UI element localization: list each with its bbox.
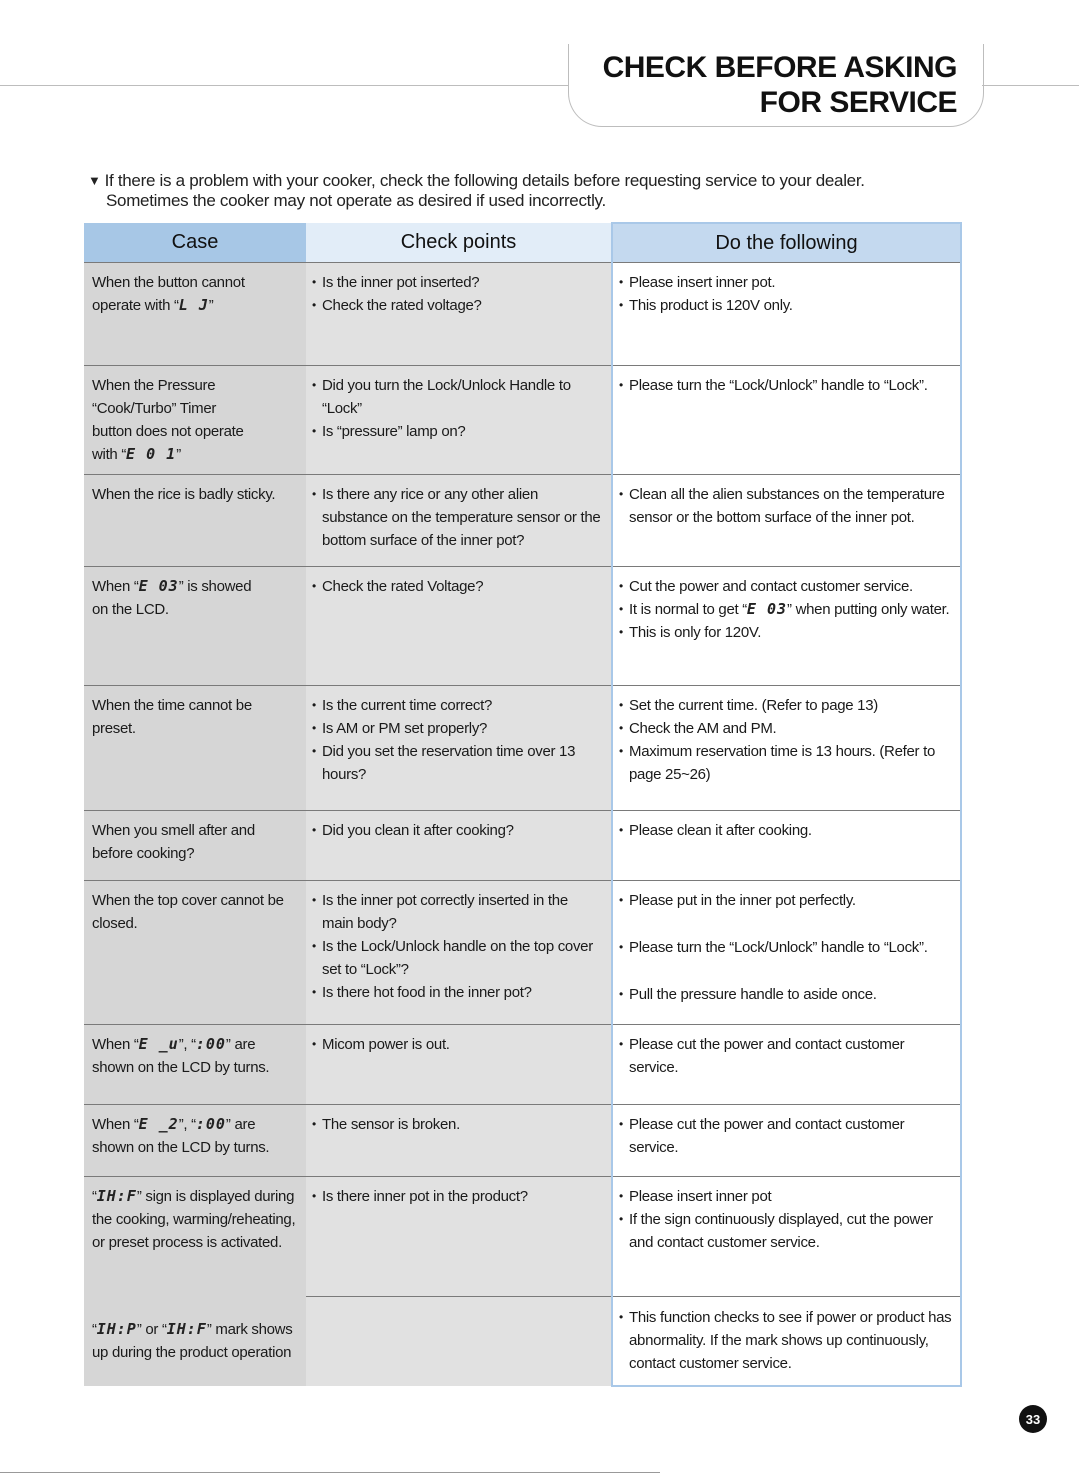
table-row xyxy=(84,881,961,1025)
table-row xyxy=(84,567,961,686)
case-line xyxy=(92,443,298,466)
case-line xyxy=(92,842,298,865)
case-line xyxy=(92,912,298,935)
text-segment: ” is showed xyxy=(178,578,252,595)
lcd-code: :00 xyxy=(195,1115,226,1133)
case-line xyxy=(92,717,298,740)
action-item: • Please insert inner pot. xyxy=(621,271,952,294)
text-segment: It is normal to get “ xyxy=(629,601,747,618)
case-cell xyxy=(84,1105,306,1177)
action-cell xyxy=(612,1177,961,1297)
case-line xyxy=(92,397,298,420)
case-line xyxy=(92,1113,298,1136)
check-point-item: • Micom power is out. xyxy=(314,1033,603,1056)
table-row xyxy=(84,1025,961,1105)
table-header-row xyxy=(84,223,961,263)
action-cell xyxy=(612,263,961,366)
action-item: • Please cut the power and contact customer service. xyxy=(621,1113,952,1159)
text-segment: When “ xyxy=(92,578,139,595)
footer-rule xyxy=(0,1472,660,1473)
action-item: • Please put in the inner pot perfectly. xyxy=(621,889,952,912)
case-line xyxy=(92,1185,298,1208)
intro-line1: If there is a problem with your cooker, check the following details before requesting service to your dealer. xyxy=(104,171,865,190)
check-points-cell xyxy=(306,1025,612,1105)
case-cell xyxy=(84,567,306,686)
triangle-down-icon: ▼ xyxy=(88,173,101,188)
case-line xyxy=(92,598,298,621)
lcd-code: E _2 xyxy=(138,1115,179,1133)
action-cell xyxy=(612,881,961,1025)
check-points-cell xyxy=(306,811,612,881)
lcd-code: IH:F xyxy=(96,1187,137,1205)
lcd-code: E 03 xyxy=(138,577,179,595)
page-title xyxy=(603,50,957,120)
action-item: • Cut the power and contact customer service. xyxy=(621,575,952,598)
case-line xyxy=(92,420,298,443)
lcd-code: E _u xyxy=(138,1035,179,1053)
case-line xyxy=(92,889,298,912)
text-segment: “Cook/Turbo” Timer xyxy=(92,400,217,417)
check-points-cell xyxy=(306,567,612,686)
check-points-cell xyxy=(306,881,612,1025)
check-point-item: • Is there hot food in the inner pot? xyxy=(314,981,603,1004)
action-cell xyxy=(612,686,961,811)
check-points-cell xyxy=(306,1177,612,1297)
check-point-item: • Did you clean it after cooking? xyxy=(314,819,603,842)
text-segment: “ xyxy=(92,1188,97,1205)
text-segment: up during the product operation xyxy=(92,1344,292,1361)
table-row xyxy=(84,366,961,475)
lcd-code: E 03 xyxy=(746,600,788,618)
table-row xyxy=(84,1297,961,1386)
action-cell xyxy=(612,366,961,475)
check-point-item: • Did you set the reservation time over 13 hours? xyxy=(314,740,603,786)
check-point-item: • Is there inner pot in the product? xyxy=(314,1185,603,1208)
action-item xyxy=(621,598,952,621)
text-segment: When the top cover cannot be xyxy=(92,892,284,909)
case-cell xyxy=(84,263,306,366)
text-segment: ” xyxy=(176,446,181,463)
case-cell xyxy=(84,686,306,811)
text-segment: ” or “ xyxy=(136,1321,167,1338)
case-line xyxy=(92,294,298,317)
case-cell xyxy=(84,1025,306,1105)
lcd-code: :00 xyxy=(195,1035,226,1053)
text-segment: ” are xyxy=(225,1036,256,1053)
lcd-code: L J xyxy=(178,296,209,314)
case-line xyxy=(92,819,298,842)
table-row xyxy=(84,811,961,881)
intro-line2: Sometimes the cooker may not operate as desired if used incorrectly. xyxy=(106,191,606,210)
check-points-cell xyxy=(306,1105,612,1177)
action-item: • Please cut the power and contact customer service. xyxy=(621,1033,952,1079)
case-line xyxy=(92,1056,298,1079)
header-rule-right xyxy=(982,85,1079,86)
action-item: • This product is 120V only. xyxy=(621,294,952,317)
table-body xyxy=(84,263,961,1386)
action-item: • Please turn the “Lock/Unlock” handle to “Lock”. xyxy=(621,936,952,959)
text-segment: ” mark shows xyxy=(206,1321,293,1338)
text-segment: When “ xyxy=(92,1036,139,1053)
action-cell xyxy=(612,1025,961,1105)
action-item: • Please insert inner pot xyxy=(621,1185,952,1208)
text-segment: “ xyxy=(92,1321,97,1338)
text-segment: shown on the LCD by turns. xyxy=(92,1139,270,1156)
page-title-line1: CHECK BEFORE ASKING xyxy=(602,51,957,84)
text-segment: ”, “ xyxy=(178,1116,196,1133)
case-line xyxy=(92,374,298,397)
text-segment: When the rice is badly sticky. xyxy=(92,486,276,503)
text-segment: When “ xyxy=(92,1116,139,1133)
case-line xyxy=(92,694,298,717)
text-segment: closed. xyxy=(92,915,138,932)
text-segment: the cooking, warming/reheating, xyxy=(92,1211,296,1228)
check-point-item: • The sensor is broken. xyxy=(314,1113,603,1136)
check-point-item: • Is AM or PM set properly? xyxy=(314,717,603,740)
text-segment: operate with “ xyxy=(92,297,179,314)
action-item: • Check the AM and PM. xyxy=(621,717,952,740)
action-cell xyxy=(612,475,961,567)
text-segment: or preset process is activated. xyxy=(92,1234,282,1251)
text-segment: When the button cannot xyxy=(92,274,245,291)
text-segment: ”, “ xyxy=(178,1036,196,1053)
action-item: • Set the current time. (Refer to page 13) xyxy=(621,694,952,717)
check-points-cell xyxy=(306,1297,612,1386)
table-row xyxy=(84,475,961,567)
case-line xyxy=(92,1136,298,1159)
action-cell xyxy=(612,811,961,881)
intro-text xyxy=(88,171,865,211)
lcd-code: IH:P xyxy=(96,1320,137,1338)
action-cell xyxy=(612,1105,961,1177)
check-point-item: • Is the inner pot inserted? xyxy=(314,271,603,294)
action-cell xyxy=(612,567,961,686)
table-row xyxy=(84,1177,961,1297)
table-row xyxy=(84,686,961,811)
check-point-item: • Is the current time correct? xyxy=(314,694,603,717)
case-cell xyxy=(84,811,306,881)
check-points-cell xyxy=(306,263,612,366)
page-number: 33 xyxy=(1025,1411,1041,1427)
lcd-code: E 0 1 xyxy=(126,445,177,463)
table-row xyxy=(84,263,961,366)
text-segment: ” xyxy=(208,297,214,314)
action-item: • This is only for 120V. xyxy=(621,621,952,644)
action-item: • If the sign continuously displayed, cut the power and contact customer service. xyxy=(621,1208,952,1254)
case-line xyxy=(92,271,298,294)
check-point-item: • Check the rated voltage? xyxy=(314,294,603,317)
text-segment: When the Pressure xyxy=(92,377,216,394)
check-point-item: • Is there any rice or any other alien substance on the temperature sensor or the bottom surface of the inner pot? xyxy=(314,483,603,552)
action-item: • Pull the pressure handle to aside once. xyxy=(621,983,952,1006)
check-point-item: • Is the Lock/Unlock handle on the top cover set to “Lock”? xyxy=(314,935,603,981)
case-line xyxy=(92,1318,298,1341)
check-point-item: • Is the inner pot correctly inserted in the main body? xyxy=(314,889,603,935)
case-cell xyxy=(84,475,306,567)
action-item: • This function checks to see if power or product has abnormality. If the mark shows up continuously, contact customer service. xyxy=(621,1306,952,1375)
text-segment: before cooking? xyxy=(92,845,195,862)
case-line xyxy=(92,575,298,598)
case-line xyxy=(92,1033,298,1056)
text-segment: ” sign is displayed during xyxy=(136,1188,295,1205)
header-rule-left xyxy=(0,85,570,86)
text-segment: button does not operate xyxy=(92,423,244,440)
case-line xyxy=(92,483,298,506)
page-number-badge xyxy=(1019,1405,1047,1433)
text-segment: on the LCD. xyxy=(92,601,169,618)
text-segment: with “ xyxy=(92,446,127,463)
action-item: • Please clean it after cooking. xyxy=(621,819,952,842)
action-cell xyxy=(612,1297,961,1386)
case-cell xyxy=(84,366,306,475)
page-title-line2: FOR SERVICE xyxy=(759,86,957,119)
case-cell xyxy=(84,1297,306,1386)
header-check-points: Check points xyxy=(306,223,612,263)
check-points-cell xyxy=(306,686,612,811)
table-row xyxy=(84,1105,961,1177)
header-do-the-following: Do the following xyxy=(612,223,961,263)
troubleshooting-table xyxy=(84,222,962,1387)
case-line xyxy=(92,1341,298,1364)
check-points-cell xyxy=(306,475,612,567)
case-cell xyxy=(84,881,306,1025)
check-points-cell xyxy=(306,366,612,475)
check-point-item: • Did you turn the Lock/Unlock Handle to “Lock” xyxy=(314,374,603,420)
case-line xyxy=(92,1208,298,1231)
text-segment: When you smell after and xyxy=(92,822,255,839)
header-case: Case xyxy=(84,223,306,263)
text-segment: ” when putting only water. xyxy=(787,601,950,618)
check-point-item: • Is “pressure” lamp on? xyxy=(314,420,603,443)
text-segment: ” are xyxy=(225,1116,256,1133)
case-cell xyxy=(84,1177,306,1297)
lcd-code: IH:F xyxy=(166,1320,207,1338)
text-segment: shown on the LCD by turns. xyxy=(92,1059,270,1076)
action-item: • Clean all the alien substances on the temperature sensor or the bottom surface of the inner pot. xyxy=(621,483,952,529)
text-segment: When the time cannot be xyxy=(92,697,252,714)
check-point-item: • Check the rated Voltage? xyxy=(314,575,603,598)
text-segment: preset. xyxy=(92,720,136,737)
action-item: • Maximum reservation time is 13 hours. (Refer to page 25~26) xyxy=(621,740,952,786)
action-item: • Please turn the “Lock/Unlock” handle to “Lock”. xyxy=(621,374,952,397)
case-line xyxy=(92,1231,298,1254)
